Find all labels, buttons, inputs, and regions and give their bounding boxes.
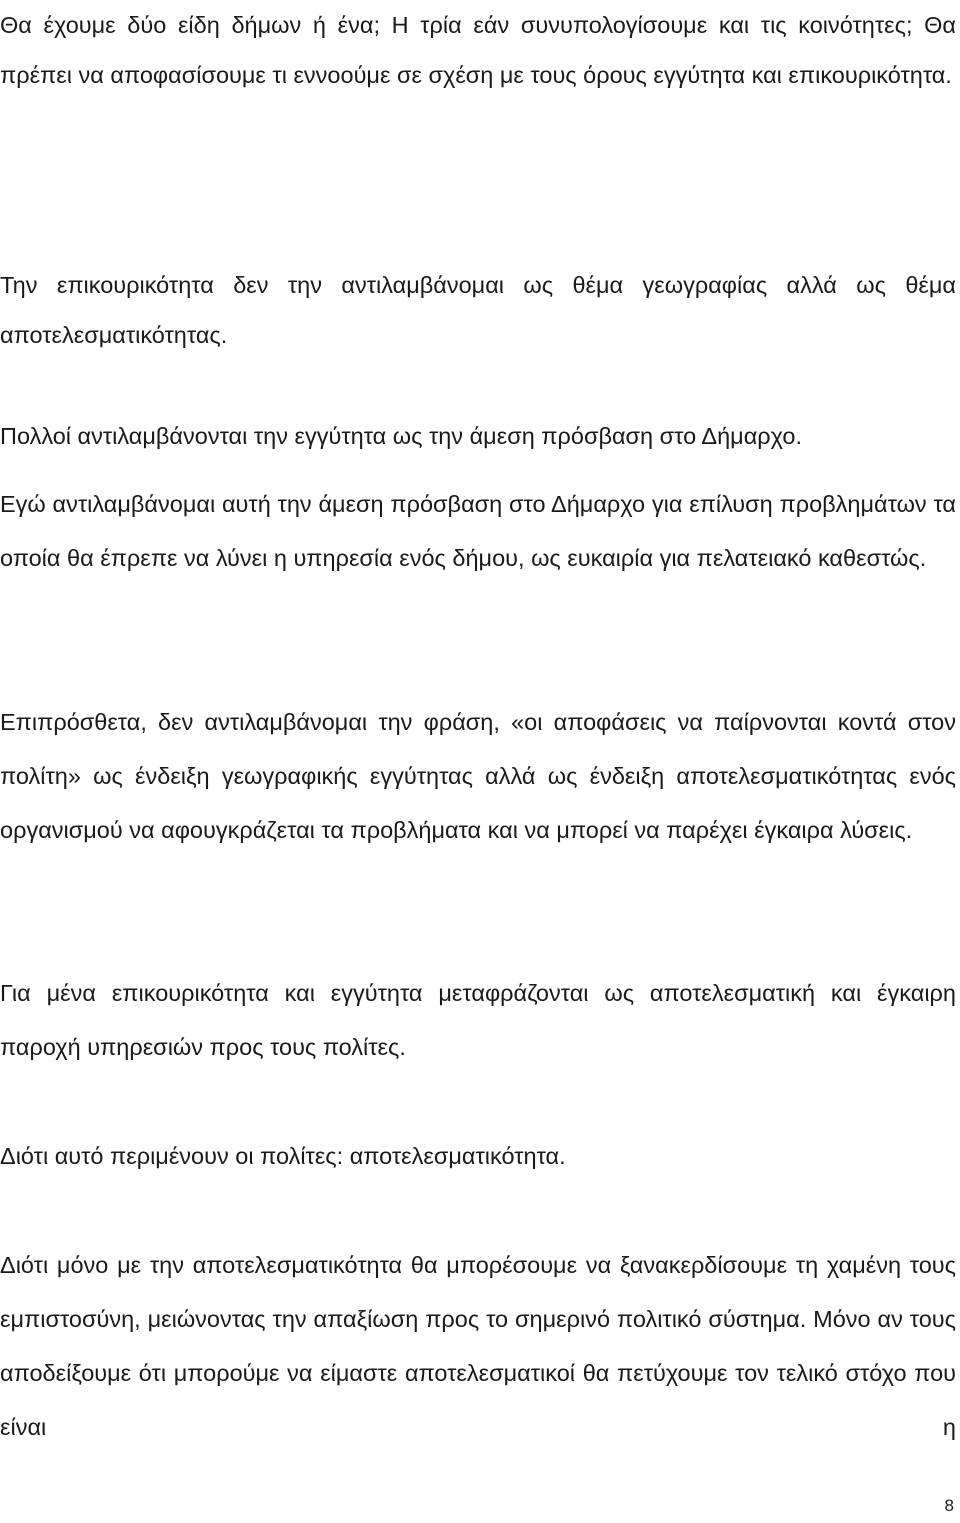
paragraph-effective-services: Για μένα επικουρικότητα και εγγύτητα μεταφράζονται ως αποτελεσματική και έγκαιρη παροχή υπηρεσιών προς τους πολίτες. xyxy=(0,980,956,1060)
paragraph-regaining-trust: Διότι μόνο με την αποτελεσματικότητα θα μπορέσουμε να ξανακερδίσουμε τη χαμένη τους εμπιστοσύνη, μειώνοντας την απαξίωση προς το σημερινό πολιτικό σύστημα. Μόνο αν τους αποδείξουμε ότι μπορούμε να είμαστε αποτελεσματικοί θα πετύχουμε τον τελικό στόχο που είναι η xyxy=(0,1252,956,1440)
page-number: 8 xyxy=(944,1496,954,1515)
paragraph-document-types-question: Θα έχουμε δύο είδη δήμων ή ένα; Η τρία εάν συνυπολογίσουμε και τις κοινότητες; Θα πρέπει να αποφασίσουμε τι εννοούμε σε σχέση με τους όρους εγγύτητα και επικουρικότητα. xyxy=(0,12,956,88)
paragraph-direct-access-view: Εγώ αντιλαμβάνομαι αυτή την άμεση πρόσβαση στο Δήμαρχο για επίλυση προβλημάτων τα οποία θα έπρεπε να λύνει η υπηρεσία ενός δήμου, ως ευκαιρία για πελατειακό καθεστώς. xyxy=(0,491,956,571)
paragraph-subsidiarity-definition: Την επικουρικότητα δεν την αντιλαμβάνομαι ως θέμα γεωγραφίας αλλά ως θέμα αποτελεσματικότητας. xyxy=(0,272,956,348)
paragraph-proximity-perception: Πολλοί αντιλαμβάνονται την εγγύτητα ως την άμεση πρόσβαση στο Δήμαρχο. xyxy=(0,423,802,449)
paragraph-citizens-expectation: Διότι αυτό περιμένουν οι πολίτες: αποτελεσματικότητα. xyxy=(0,1143,566,1169)
paragraph-citizen-proximity-phrase: Επιπρόσθετα, δεν αντιλαμβάνομαι την φράση, «οι αποφάσεις να παίρνονται κοντά στον πολίτη» ως ένδειξη γεωγραφικής εγγύτητας αλλά ως ένδειξη αποτελεσματικότητας ενός οργανισμού να αφουγκράζεται τα προβλήματα και να μπορεί να παρέχει έγκαιρα λύσεις. xyxy=(0,709,956,843)
